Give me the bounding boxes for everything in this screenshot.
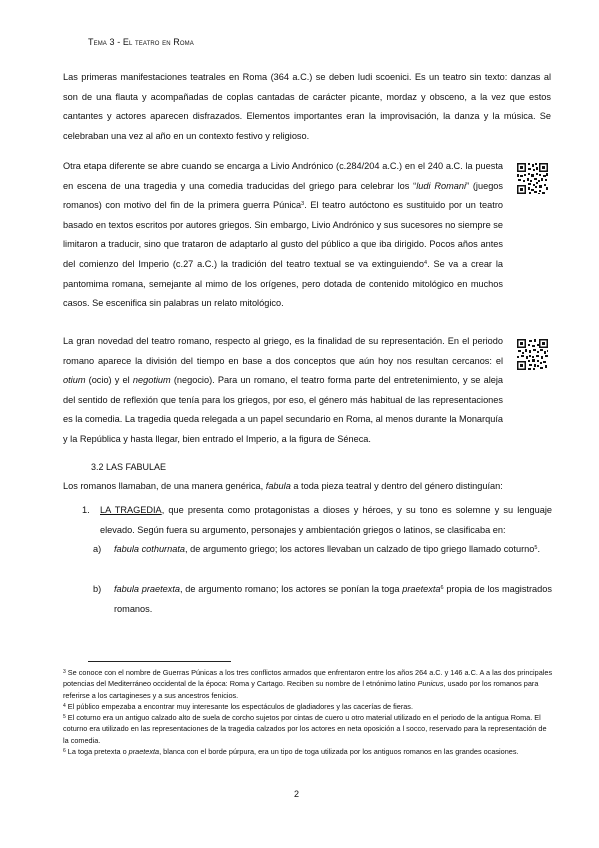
sublist-text [114, 580, 552, 619]
page-number: 2 [294, 789, 300, 799]
sublist-end: propia de los magistrados romanos. [114, 584, 552, 614]
section-heading [91, 462, 166, 472]
paragraph-text: Otra etapa diferente se abre cuando se encarga a Livio Andrónico (c.284/204 a.C.) en el 240 a.C. la puesta en escena de una tragedia y una comedia traducidas del griego para celebrar los “ [63, 161, 503, 191]
italic-term: fabula [265, 481, 291, 491]
paragraph-text: La gran novedad del teatro romano, respecto al griego, es la finalidad de su representación. En el periodo romano aparece la división del tiempo en base a dos conceptos que aún hoy nos resultan cercanos: el [63, 336, 503, 366]
header-prefix: Tema 3 - [88, 37, 123, 47]
sublist-body: , de argumento griego; los actores llevaban un calzado de tipo griego llamado coturno [185, 544, 535, 554]
italic-term: Punicus [417, 679, 444, 689]
sublist-end: . [537, 544, 540, 554]
footnote-ref[interactable]: 5 [534, 545, 538, 551]
footnote-number: 3 [63, 669, 66, 675]
sublist-item-cothurnata [93, 540, 552, 560]
footnote-number: 5 [63, 714, 66, 721]
italic-term: fabula cothurnata [114, 544, 186, 554]
intro-text: a toda pieza teatral y dentro del género distinguían: [290, 481, 503, 491]
sublist-body: , de argumento romano; los actores se ponían la toga [180, 584, 403, 594]
sublist-letter: b) [93, 584, 102, 594]
paragraph-text: (negocio). Para un romano, el teatro forma parte del entretenimiento, y se aleja del sentido de reflexión que tenía para los griegos, por eso, el género más habitual de las representaciones es la comedia. La tragedia queda relegada a un papel secundario en Roma, al menos durante la Monarquía y la República y hasta llegar, bien entrado el Imperio, a la figura de Séneca. [63, 375, 503, 444]
footnote-separator [88, 661, 231, 662]
footnote-6 [63, 746, 553, 757]
footnote-text: Se conoce con el nombre de Guerras Púnicas a los tres conflictos armados que enfrentaron entre los años 264 a.C. y 146 a.C. A a las dos principales potencias del Mediterráneo occidental de la época: Roma y Cartago. Reciben su nombre de l etnónimo latino [63, 668, 553, 689]
footnote-ref[interactable]: 6 [440, 585, 444, 591]
list-number: 1. [82, 505, 90, 515]
footnote-4 [63, 701, 553, 712]
qr-code-graphic [516, 162, 549, 195]
list-term: LA TRAGEDIA [100, 505, 162, 515]
footnote-ref[interactable]: 4 [424, 259, 428, 266]
footnote-3 [63, 667, 553, 701]
footnote-text: , usado por los romanos para referirse a los cartagineses y a sus ancestros fenicios. [63, 679, 539, 700]
section-title: LAS FABULAE [106, 462, 167, 472]
paragraph-text: Las primeras manifestaciones teatrales en Roma (364 a.C.) se deben ludi scoenici. Es un teatro sin texto: danzas al son de una flauta y acompañadas de coplas cantadas de carácter picante, mordaz y obsceno, a la vez que estos cantantes y actores aparecen disfrazados. Elementos importantes eran la improvisación, la danza y la música. Se celebraban una vez al año en un contexto festivo y religioso. [63, 72, 551, 141]
paragraph-text: . El teatro autóctono es sustituido por un teatro basado en textos escritos por autores griegos. Sin embargo, Livio Andrónico y sus sucesores no siempre se limitaron a traducir, sino que trataron de adaptarlo al gusto del público a que iba dirigido. Pocos años antes del comienzo del Imperio (c.27 a.C.) la tradición del teatro textual se va extinguiendo [63, 200, 503, 269]
footnote-number: 6 [63, 748, 66, 755]
qr-code-icon [516, 162, 549, 195]
footnote-5 [63, 712, 553, 746]
list-item-text [100, 501, 552, 540]
intro-line [63, 481, 503, 491]
footnote-text: El público empezaba a encontrar muy interesante los espectáculos de gladiadores y las cacerías de fieras. [65, 701, 413, 711]
sublist-item-praetexta [93, 580, 552, 619]
intro-text: Los romanos llamaban, de una manera genérica, [63, 481, 266, 491]
list-item-tragedia [82, 501, 552, 540]
list-text: , que presenta como protagonistas a dioses y héroes, y su tono es solemne y su lenguaje elevado. Según fuera su argumento, personajes y ambientación griegos o latinos, se clasificaba en: [100, 505, 552, 535]
paragraph-text: ” (juegos romanos) con motivo del fin de la primera guerra Púnica [63, 180, 504, 211]
footnote-text: La toga pretexta o [65, 747, 129, 757]
paragraph-text: . Se va a crear la pantomima romana, semejante al mimo de los orígenes, pero dotada de contenido mitológico en muchos casos. Se escenifica sin palabras un relato mitológico. [63, 258, 503, 309]
footnote-text: , blanca con el borde púrpura, era un tipo de toga utilizada por los antiguos romanos en las grandes ocasiones. [159, 747, 519, 757]
italic-term: praetexta [402, 584, 441, 594]
paragraph-livio-andronico [63, 157, 503, 314]
section-number: 3.2 [91, 462, 107, 472]
paragraph-ludi-scoenici [63, 68, 551, 146]
footnotes [63, 667, 553, 757]
page-header [88, 37, 194, 47]
footnote-ref[interactable]: 3 [301, 201, 305, 208]
qr-code-graphic [516, 338, 549, 371]
italic-term: fabula praetexta [114, 584, 181, 594]
footnote-text: El coturno era un antiguo calzado alto de suela de corcho sujetos por cintas de cuero u otro material utilizado en el periodo de la antigua Roma. El coturno era utilizado en las representaciones de la tragedia calzados por los actores en neta oposición a l socco, reservado para la representación de la comedia. [63, 713, 547, 745]
footnote-number: 4 [63, 702, 66, 709]
header-title: El teatro en Roma [122, 37, 194, 47]
qr-code-icon [516, 338, 549, 371]
sublist-letter: a) [93, 544, 102, 554]
italic-term: ludi Romani [416, 180, 466, 191]
italic-term: otium [63, 375, 86, 386]
paragraph-novedad-teatro-romano [63, 332, 503, 450]
sublist-text [114, 540, 552, 560]
italic-term: negotium [132, 375, 171, 386]
paragraph-text: (ocio) y el [85, 375, 133, 386]
italic-term: praetexta [128, 747, 160, 757]
